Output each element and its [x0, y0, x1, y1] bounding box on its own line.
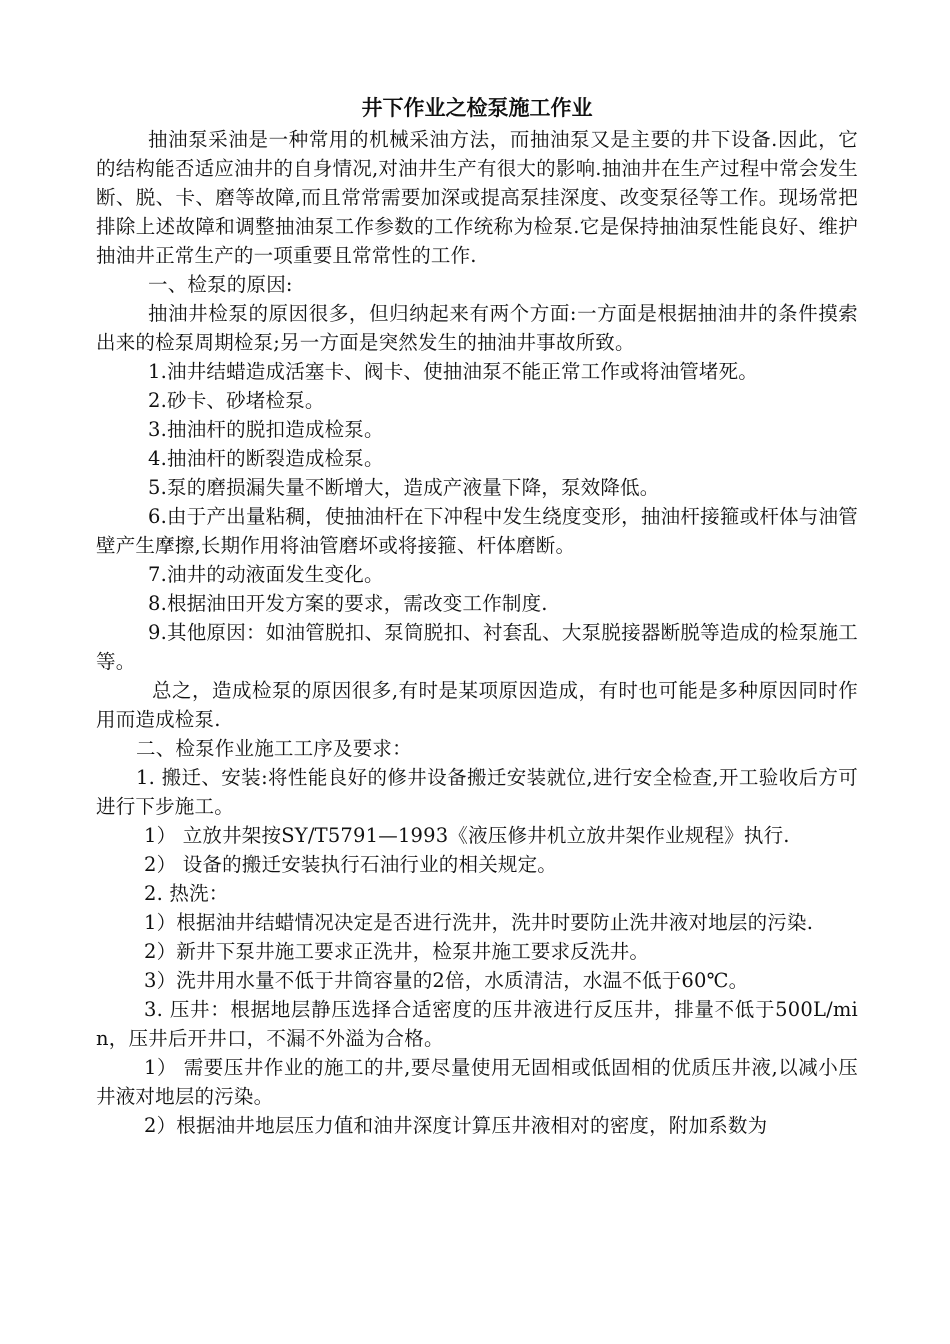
sub-step-item: 1） 需要压井作业的施工的井,要尽量使用无固相或低固相的优质压井液,以减小压井液对地层的污染。 — [96, 1056, 858, 1108]
list-item: 1.油井结蜡造成活塞卡、阀卡、使抽油泵不能正常工作或将油管堵死。 — [148, 360, 759, 383]
list-item: 2.砂卡、砂堵检泵。 — [148, 389, 325, 412]
list-item: 5.泵的磨损漏失量不断增大，造成产液量下降，泵效降低。 — [148, 476, 660, 499]
list-item: 9.其他原因：如油管脱扣、泵筒脱扣、衬套乱、大泵脱接器断脱等造成的检泵施工等。 — [96, 621, 858, 673]
sub-step-item: 3）洗井用水量不低于井筒容量的2倍，水质清洁，水温不低于60℃。 — [144, 969, 749, 992]
list-item: 4.抽油杆的断裂造成检泵。 — [148, 447, 384, 470]
document-page — [96, 92, 858, 1140]
section-heading-2: 二、检泵作业施工工序及要求： — [136, 737, 412, 760]
section-heading-1: 一、检泵的原因: — [148, 273, 293, 296]
list-item: 3.抽油杆的脱扣造成检泵。 — [148, 418, 384, 441]
sub-step-item: 2）根据油井地层压力值和油井深度计算压井液相对的密度，附加系数为 — [144, 1114, 768, 1137]
step-item: 2. 热洗： — [144, 882, 229, 905]
sub-step-item: 1）根据油井结蜡情况决定是否进行洗井，洗井时要防止洗井液对地层的污染. — [144, 911, 814, 934]
list-item: 6.由于产出量粘稠，使抽油杆在下冲程中发生绕度变形，抽油杆接箍或杆体与油管壁产生摩擦,长期作用将油管磨坏或将接箍、杆体磨断。 — [96, 505, 858, 557]
paragraph-summary: 总之，造成检泵的原因很多,有时是某项原因造成，有时也可能是多种原因同时作用而造成检泵. — [96, 679, 858, 731]
sub-step-item: 2）新井下泵井施工要求正洗井，检泵井施工要求反洗井。 — [144, 940, 650, 963]
document-title: 井下作业之检泵施工作业 — [361, 96, 593, 120]
list-item: 7.油井的动液面发生变化。 — [148, 563, 384, 586]
sub-step-item: 1） 立放井架按SY/T5791—1993《液压修井机立放井架作业规程》执行. — [144, 824, 790, 847]
sub-step-item: 2） 设备的搬迁安装执行石油行业的相关规定。 — [144, 853, 558, 876]
step-item: 1. 搬迁、安装:将性能良好的修井设备搬迁安装就位,进行安全检查,开工验收后方可进行下步施工。 — [96, 766, 858, 818]
paragraph-intro: 抽油泵采油是一种常用的机械采油方法，而抽油泵又是主要的井下设备.因此，它的结构能否适应油井的自身情况,对油井生产有很大的影响.抽油井在生产过程中常会发生断、脱、卡、磨等故障,而且常常需要加深或提高泵挂深度、改变泵径等工作。现场常把排除上述故障和调整抽油泵工作参数的工作统称为检泵.它是保持抽油泵性能良好、维护抽油井正常生产的一项重要且常常性的工作. — [96, 128, 858, 267]
list-item: 8.根据油田开发方案的要求，需改变工作制度. — [148, 592, 548, 615]
step-item: 3. 压井：根据地层静压选择合适密度的压井液进行反压井，排量不低于500L/min，压井后开井口，不漏不外溢为合格。 — [96, 998, 858, 1050]
paragraph-reasons: 抽油井检泵的原因很多，但归纳起来有两个方面:一方面是根据抽油井的条件摸索出来的检泵周期检泵;另一方面是突然发生的抽油井事故所致。 — [96, 302, 858, 354]
